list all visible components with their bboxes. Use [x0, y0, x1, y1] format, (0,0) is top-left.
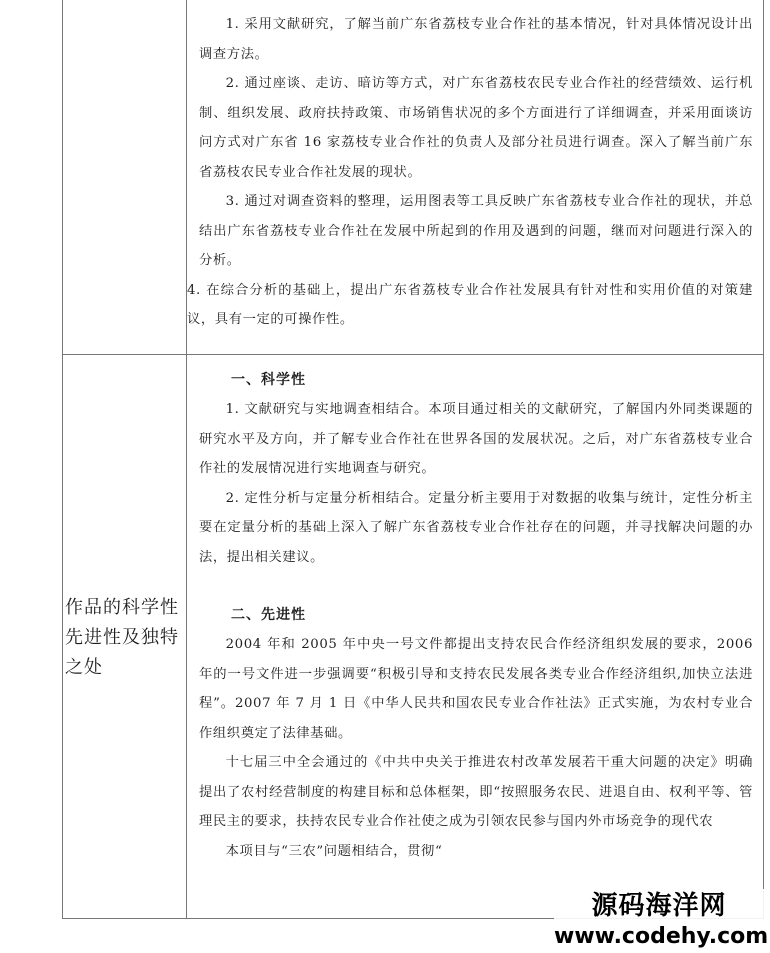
- watermark-url: www.codehy.com: [554, 924, 769, 949]
- section-heading-science: 一、科学性: [231, 372, 306, 388]
- row-label-cell: [63, 355, 187, 918]
- section-heading-advance: 二、先进性: [231, 607, 306, 623]
- section-spacer: [199, 572, 753, 600]
- science-paragraph-1: 1. 文献研究与实地调查相结合。本项目通过相关的文献研究，了解国内外同类课题的研究水平及方向，并了解专业合作社在世界各国的发展状况。之后，对广东省荔枝专业合作社的发展情况进行实地调查与研究。: [199, 402, 753, 476]
- method-paragraph-1: 1. 采用文献研究，了解当前广东省荔枝专业合作社的基本情况，针对具体情况设计出调查方法。: [199, 17, 753, 62]
- advance-paragraph-2: 十七届三中全会通过的《中共中央关于推进农村改革发展若干重大问题的决定》明确提出了农村经营制度的构建目标和总体框架，即“按照服务农民、进退自由、权利平等、管理民主的要求，扶持农民专业合作社使之成为引领农民参与国内外市场竞争的现代农: [199, 755, 753, 829]
- row-label-features: 作品的科学性 先进性及独特 之处: [65, 597, 179, 678]
- method-paragraph-2: 2. 通过座谈、走访、暗访等方式，对广东省荔枝农民专业合作社的经营绩效、运行机制、组织发展、政府扶持政策、市场销售状况的多个方面进行了详细调查，并采用面谈访问方式对广东省 16 家荔枝专业合作社的负责人及部分社员进行调查。深入了解当前广东省荔枝农民专业合作社发展的现状。: [199, 76, 753, 180]
- advance-paragraph-3: 本项目与“三农”问题相结合，贯彻“: [225, 843, 443, 859]
- row-label-cell: [63, 0, 187, 354]
- row-content-cell: [187, 0, 763, 354]
- row-content-cell: [187, 355, 763, 918]
- watermark: [554, 889, 769, 951]
- table-row-features: [63, 355, 763, 918]
- science-paragraph-2: 2. 定性分析与定量分析相结合。定量分析主要用于对数据的收集与统计，定性分析主要在定量分析的基础上深入了解广东省荔枝专业合作社存在的问题，并寻找解决问题的办法，提出相关建议。: [199, 490, 753, 565]
- table-row-methods: [63, 0, 763, 355]
- document-table: [62, 0, 764, 919]
- watermark-name: 源码海洋网: [591, 891, 727, 921]
- advance-paragraph-1: 2004 年和 2005 年中央一号文件都提出支持农民合作经济组织发展的要求，2006 年的一号文件进一步强调要“积极引导和支持农民发展各类专业合作经济组织,加快立法进程”。2007 年 7 月 1 日《中华人民共和国农民专业合作社法》正式实施，为农村专业合作组织奠定了法律基础。: [199, 637, 753, 741]
- method-paragraph-3: 3. 通过对调查资料的整理，运用图表等工具反映广东省荔枝专业合作社的现状，并总结出广东省荔枝专业合作社在发展中所起到的作用及遇到的问题，继而对问题进行深入的分析。: [199, 194, 753, 268]
- method-paragraph-4: 4. 在综合分析的基础上，提出广东省荔枝专业合作社发展具有针对性和实用价值的对策建议，具有一定的可操作性。: [187, 282, 753, 327]
